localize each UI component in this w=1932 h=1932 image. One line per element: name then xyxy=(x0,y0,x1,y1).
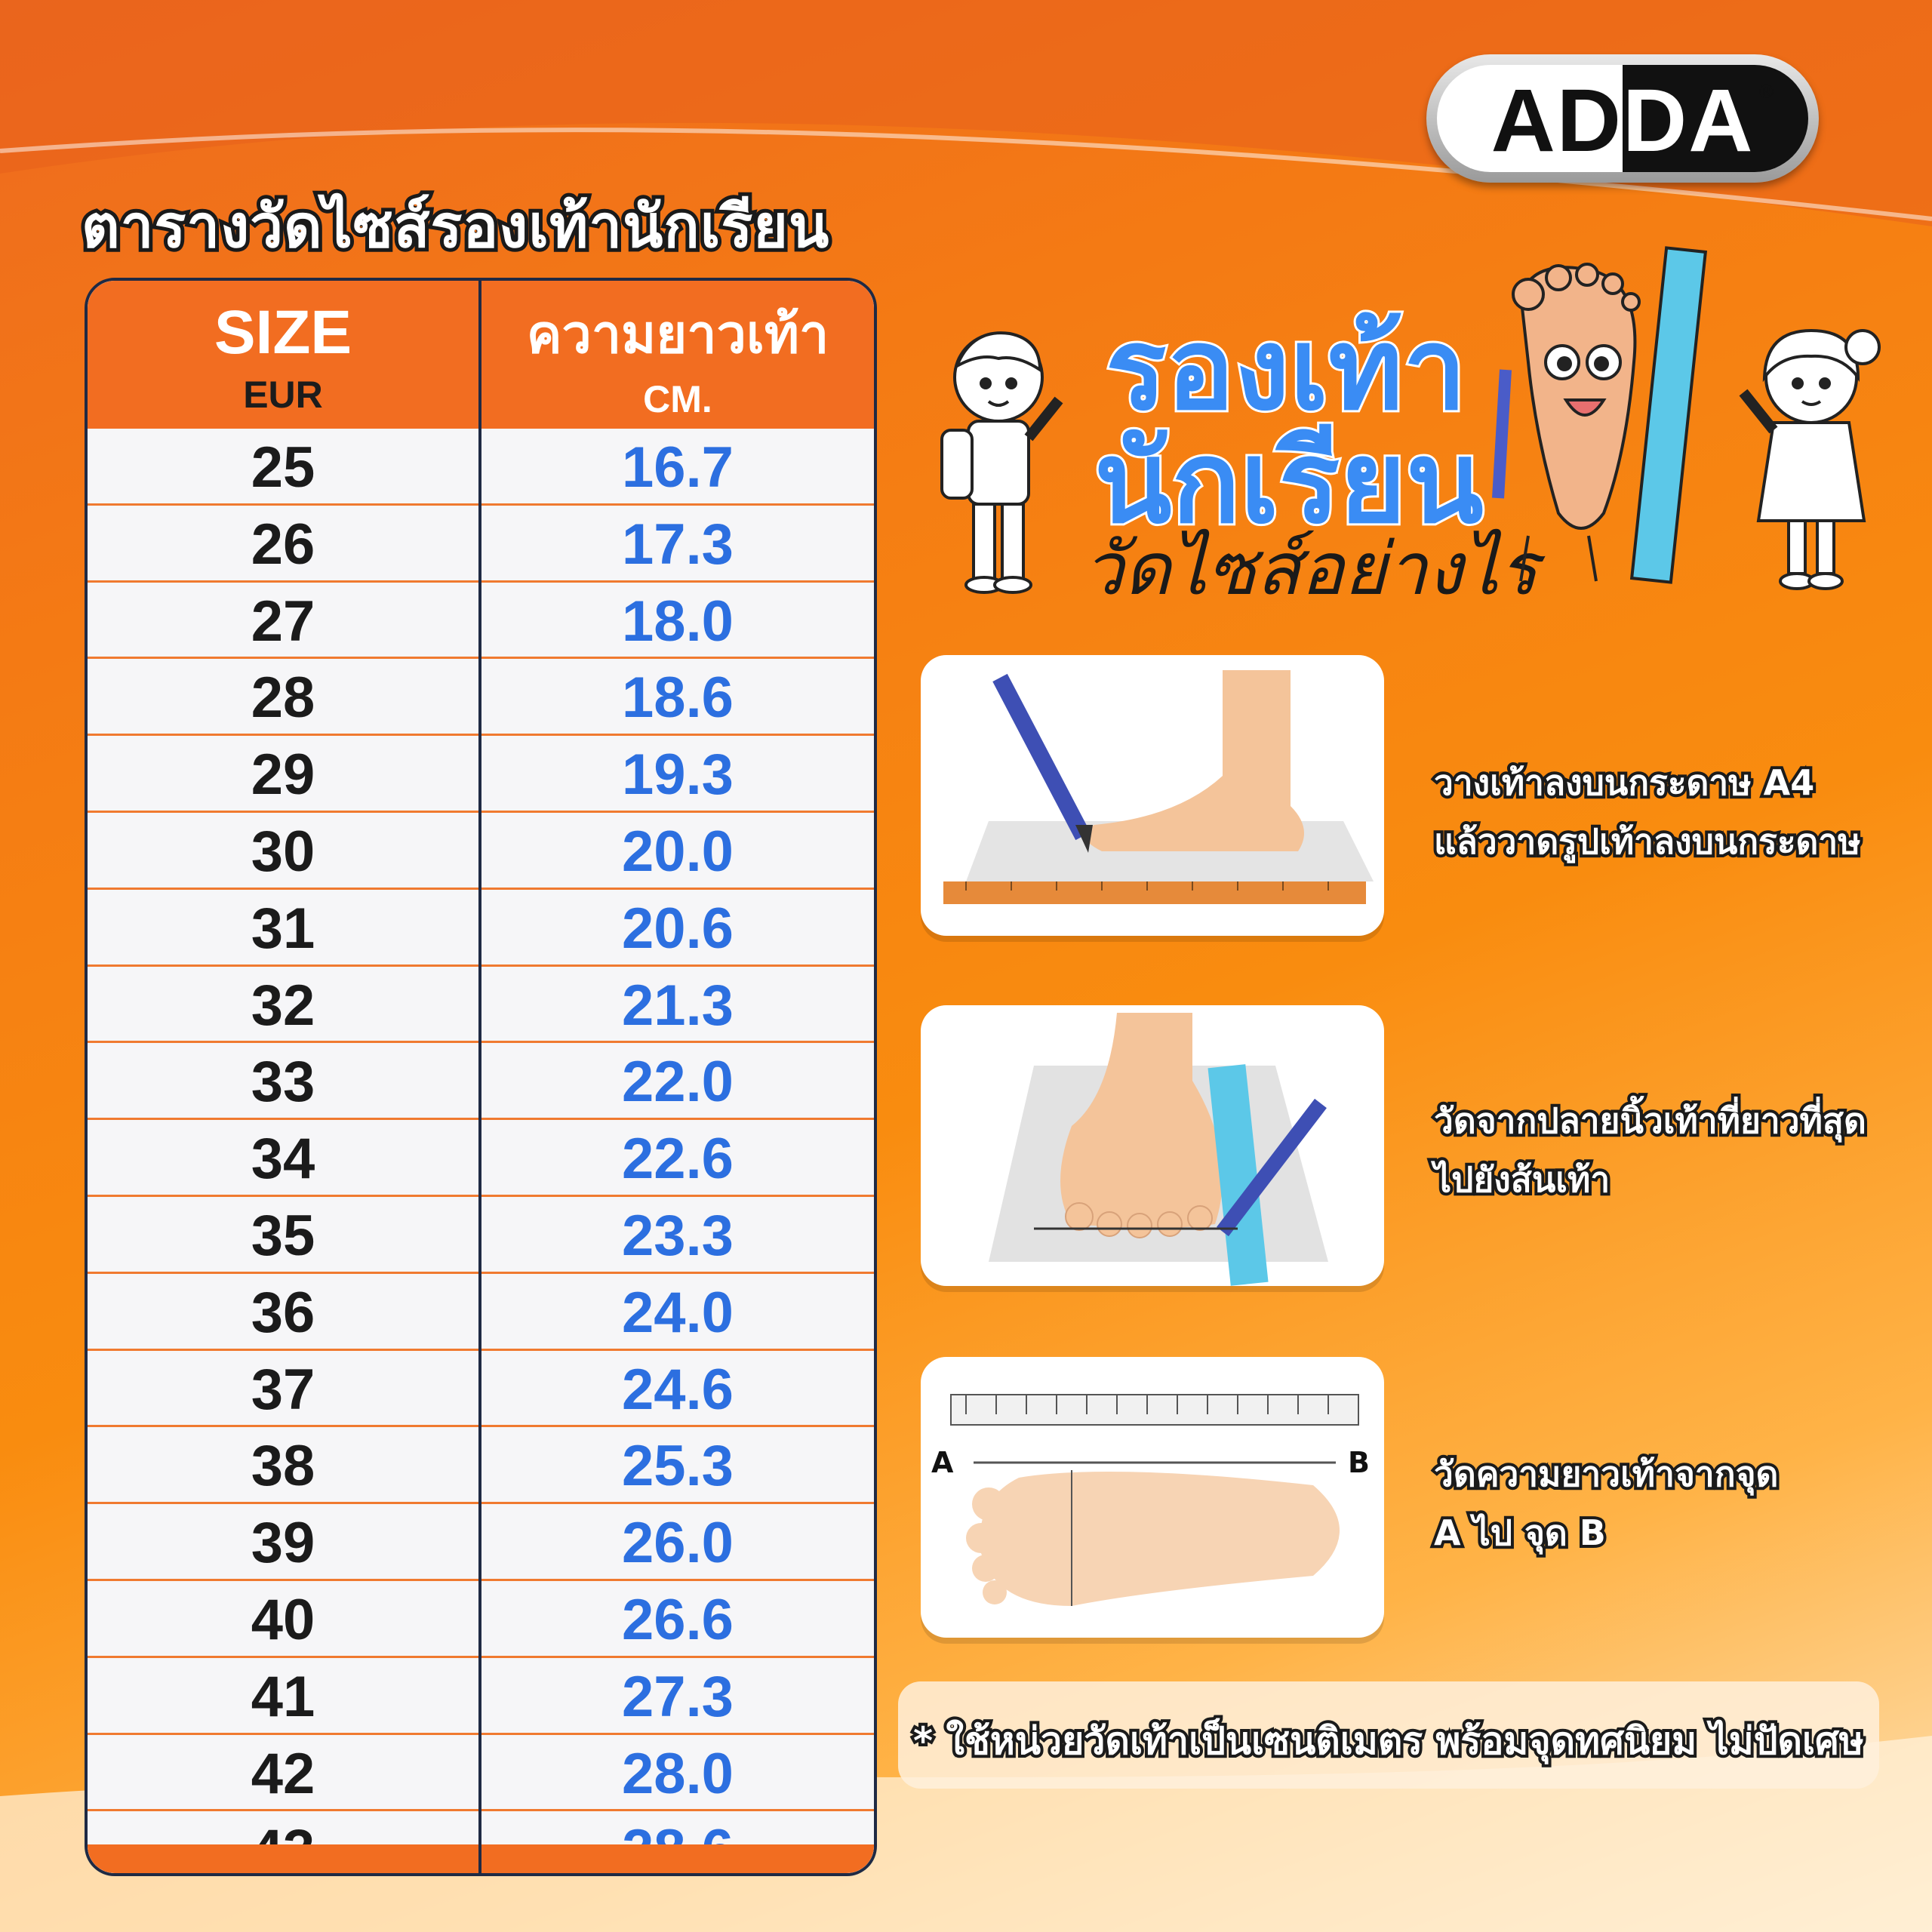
size-cell: 36 xyxy=(251,1280,315,1345)
heading-line3: วัดไซส์อย่างไร xyxy=(1083,527,1538,611)
step2-image-card xyxy=(921,1005,1384,1286)
length-cell: 25.3 xyxy=(622,1434,734,1499)
length-cell: 20.6 xyxy=(622,896,734,961)
size-cell: 35 xyxy=(251,1203,315,1268)
footnote-box xyxy=(898,1681,1879,1789)
length-cell: 20.0 xyxy=(622,819,734,884)
size-cell: 29 xyxy=(251,743,315,808)
length-cell: 17.3 xyxy=(622,512,734,577)
page-title: ตารางวัดไซส์รองเท้านักเรียน xyxy=(82,193,830,261)
size-cell: 41 xyxy=(251,1664,315,1729)
length-cell: 22.0 xyxy=(622,1050,734,1115)
size-cell: 37 xyxy=(251,1357,315,1422)
size-cell: 31 xyxy=(251,896,315,961)
header-length: ความยาวเท้า CM. xyxy=(526,305,829,420)
boy-student-illustration xyxy=(927,325,1070,596)
size-cell: 42 xyxy=(251,1741,315,1806)
size-cell: 34 xyxy=(251,1127,315,1192)
column-divider xyxy=(478,281,481,1873)
size-cell: 40 xyxy=(251,1587,315,1652)
size-cell: 25 xyxy=(251,435,315,500)
length-cell: 24.0 xyxy=(622,1280,734,1345)
step2-text: วัดจากปลายนิ้วเท้าที่ยาวที่สุด ไปยังส้นเท้า xyxy=(1434,1100,1866,1200)
length-cell: 22.6 xyxy=(622,1127,734,1192)
size-cell: 30 xyxy=(251,819,315,884)
heading-line2: นักเรียน xyxy=(1094,417,1484,549)
length-cell: 16.7 xyxy=(622,435,734,500)
step1-image-card xyxy=(921,655,1384,936)
point-a-label: A xyxy=(931,1446,954,1479)
length-cell: 18.0 xyxy=(622,589,734,654)
girl-student-illustration xyxy=(1728,317,1894,596)
foot-mascot-illustration xyxy=(1491,242,1717,589)
header-size: SIZE EUR xyxy=(214,298,352,416)
size-cell: 38 xyxy=(251,1434,315,1499)
length-cell: 18.6 xyxy=(622,666,734,731)
length-cell: 26.6 xyxy=(622,1587,734,1652)
step1-text: วางเท้าลงบนกระดาษ A4 แล้ววาดรูปเท้าลงบนกระดาษ xyxy=(1434,762,1861,862)
size-table xyxy=(85,278,877,1876)
size-cell: 33 xyxy=(251,1050,315,1115)
length-cell: 24.6 xyxy=(622,1357,734,1422)
adda-logo: ADDA ® xyxy=(1426,54,1819,183)
heading-line1: รองเท้า xyxy=(1106,304,1467,435)
size-cell: 26 xyxy=(251,512,315,577)
registered-mark: ® xyxy=(1758,80,1774,103)
length-cell: 19.3 xyxy=(622,743,734,808)
length-cell: 23.3 xyxy=(622,1203,734,1268)
step3-text: วัดความยาวเท้าจากจุด A ไป จุด B xyxy=(1434,1454,1779,1553)
length-cell: 28.0 xyxy=(622,1741,734,1806)
size-cell: 28 xyxy=(251,666,315,731)
length-cell: 21.3 xyxy=(622,973,734,1038)
footnote-text: * ใช้หน่วยวัดเท้าเป็นเซนติเมตร พร้อมจุดทศนิยม ไม่ปัดเศษ xyxy=(913,1719,1864,1763)
size-cell: 39 xyxy=(251,1511,315,1576)
size-cell: 32 xyxy=(251,973,315,1038)
size-cell: 27 xyxy=(251,589,315,654)
step3-image-card xyxy=(921,1357,1384,1638)
length-cell: 27.3 xyxy=(622,1664,734,1729)
point-b-label: B xyxy=(1348,1446,1370,1479)
length-cell: 26.0 xyxy=(622,1511,734,1576)
